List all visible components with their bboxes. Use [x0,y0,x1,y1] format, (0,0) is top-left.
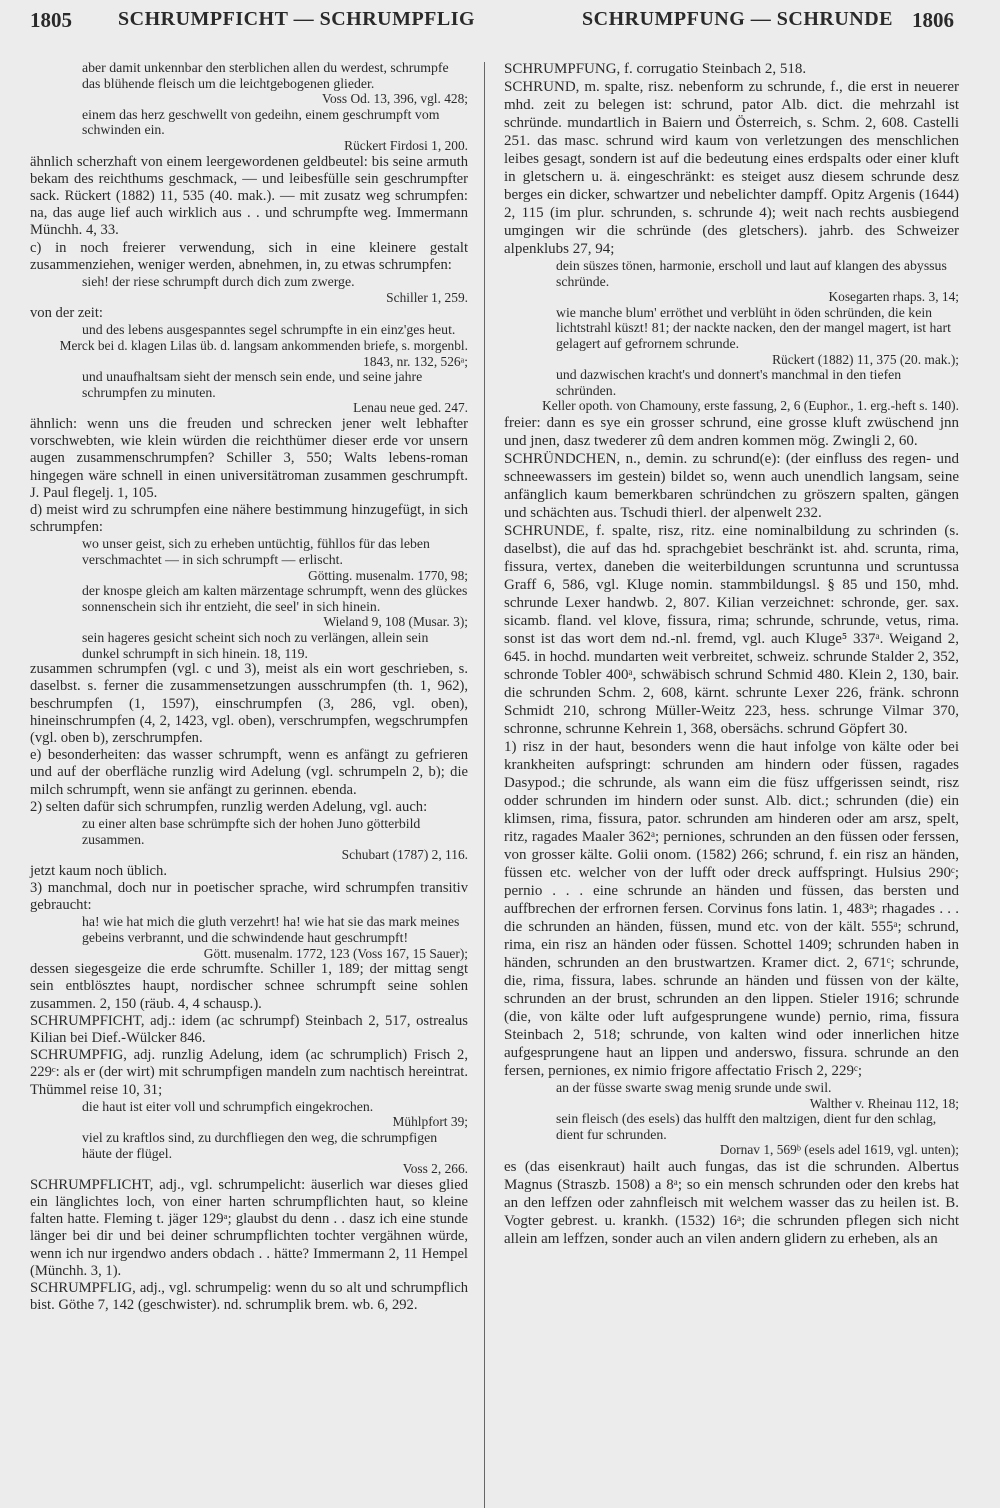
left-column [30,60,468,1508]
quotation: und des lebens ausgespanntes segel schrumpfte in ein einz'ges heut. [82,322,456,338]
entry-paragraph: dessen siegesgeize die erde schrumfte. Schiller 1, 189; der mittag sengt sein entblösztes haupt, nordischer schnee schrumpft seine sohlen zusammen. 2, 150 (räub. 4, 4 schausp.). [30,961,468,1012]
entry-paragraph: SCHRUND, m. spalte, risz. nebenform zu schrunde, f., die erst in neuerer mhd. zeit zu belegen ist: schrund, pator Alb. dict. die mehrzahl ist schründe. mundartlich in Baiern und Österreich, s. Schm. 2, 608. Castelli 251. das masc. schrund wird kaum von verletzungen des menschlichen leibes gesagt, sondern ist auf die bedeutung eines erdspalts oder einer kluft in gletschern u. ä. eingeschränkt: es steiget ausz diesem schrunde desz berges ein dicker, schwartzer und nebelichter dampff. Opitz Argenis (1644) 2, 115 (im plur. schrunden, s. schrunde 4); weit nach rechts ausbiegend umgingen wir die schründe (des gletschers). jahrb. des Schweizer alpenklubs 27, 94; [504,79,959,257]
entry-paragraph: SCHRUMPFIG, adj. runzlig Adelung, idem (ac schrumplich) Frisch 2, 229ᶜ: als er (der wirt) mit schrumpfigen mandeln zum nachtisch hereintrat. Thümmel reise 10, 31; [30,1047,468,1098]
entry-paragraph: ähnlich: wenn uns die freuden und schrecken jener welt lebhafter vorschwebten, wie klein würden die reichthümer dieser erde vor unsern augen zusammenschrumpfen? Schiller 3, 550; Walts lebens-roman hingegen wäre schnell in einen universitätroman zusammen geschrumpft. J. Paul flegelj. 1, 105. [30,415,468,501]
citation-source: Voss Od. 13, 396, vgl. 428; [322,91,468,107]
entry-paragraph: SCHRUNDE, f. spalte, risz, ritz. eine nominalbildung zu schrinden (s. daselbst), die auf das hd. sprachgebiet beschränkt ist. ahd. scrunta, rima, fissura, vertex, daneben die weiterbildungen scruntunna und scruntussa Graff 6, 586, vgl. Kluge nomin. stammbildungsl. § 85 und 150, mhd. schrunde Lexer handwb. 2, 807. Kilian verzeichnet: schronde, ger. sax. sicamb. fland. vel klove, fissura, rima; schrunde, schrunde, vetus, rima. sonst ist das wort dem nd.-nl. fremd, vgl. auch Kluge⁵ 337ᵃ. Weigand 2, 645. in hochd. mundarten weit verbreitet, schweiz. schrunde Stalder 2, 352, schronde Tobler 400ᵃ, schwäbisch schrund Schmid 480. Klein 2, 130, bair. die schrunden Schm. 2, 608, kärnt. schrunte Lexer 226, fränk. schronn Schmidt 210, schrong Müller-Weitz 223, hess. schrunge Vilmar 370, schronne, schrunne Kehrein 1, 368, obersächs. schrund Göpfert 30. [504,522,959,737]
citation-source: Walther v. Rheinau 112, 18; [809,1095,959,1111]
citation-source: Keller opoth. von Chamouny, erste fassung, 2, 6 (Euphor., 1. erg.-heft s. 140). [542,398,959,414]
entry-paragraph: e) besonderheiten: das wasser schrumpft, wenn es anfängt zu gefrieren und auf der oberfläche runzlig wird Adelung (vgl. schrumpeln 2, b); die milch schrumpft, wenn sie anfängt zu gerinnen. ebenda. [30,747,468,798]
entry-paragraph: c) in noch freierer verwendung, sich in eine kleinere gestalt zusammenziehen, weniger werden, abnehmen, in, zu etwas schrumpfen: [30,239,468,273]
entry-paragraph: von der zeit: [30,305,103,322]
quotation: sein fleisch (des esels) das hulfft den maltzigen, dient fur den schlag, dient fur schrunden. [556,1111,937,1142]
quotation: aber damit unkennbar den sterblichen allen du werdest, schrumpfe das blühende fleisch um die leichtgebogenen glieder. [82,60,449,91]
entry-paragraph: d) meist wird zu schrumpfen eine nähere bestimmung hinzugefügt, in sich schrumpfen: [30,501,468,536]
citation-source: Kosegarten rhaps. 3, 14; [828,289,959,305]
citation-source: Gött. musenalm. 1772, 123 (Voss 167, 15 Sauer); [203,945,468,961]
quotation: und dazwischen kracht's und donnert's manchmal in den tiefen schründen. [556,367,902,398]
entry-paragraph: zusammen schrumpfen (vgl. c und 3), meist als ein wort geschrieben, s. daselbst. s. ferner die zusammensetzungen ausschrumpfen (th. 1, 962), beschrumpfen (1, 1597), einschrumpfen (3, 286, vgl. oben), hineinschrumpfen (4, 2, 1423, vgl. oben), verschrumpfen, wegschrumpfen (vgl. oben b), zerschrumpfen. [30,661,468,746]
quotation: einem das herz geschwellt von gedeihn, einem geschrumpft vom schwinden ein. [82,106,440,138]
quotation: viel zu kraftlos sind, zu durchfliegen den weg, die schrumpfigen häute der flügel. [82,1129,438,1161]
quotation: ha! wie hat mich die gluth verzehrt! ha! wie hat sie das mark meines gebeins verbrannt, und die schwindende haut geschrumpft! [82,914,460,945]
column-divider [484,62,485,1508]
entry-paragraph: SCHRUMPFUNG, f. corrugatio Steinbach 2, 518. [504,61,807,77]
left-running-head: SCHRUMPFICHT — SCHRUMPFLIG [118,8,476,30]
citation-source: Merck bei d. klagen Lilas üb. d. langsam ankommenden briefe, s. morgenbl. 1843, nr. 132, 526ᵃ; [59,337,468,369]
entry-paragraph: 2) selten dafür sich schrumpfen, runzlig werden Adelung, vgl. auch: [30,798,428,815]
citation-source: Schiller 1, 259. [386,289,468,305]
right-column [504,60,959,1508]
citation-source: Rückert (1882) 11, 375 (20. mak.); [772,351,959,367]
citation-source: Mühlpfort 39; [392,1114,468,1130]
citation-source: Dornav 1, 569ᵇ (esels adel 1619, vgl. unten); [719,1142,959,1158]
citation-source: Götting. musenalm. 1770, 98; [308,567,468,583]
right-page-number: 1806 [912,8,954,32]
citation-source: Voss 2, 266. [402,1161,468,1177]
entry-paragraph: ähnlich scherzhaft von einem leergewordenen geldbeutel: bis seine armuth bekam des reichthums geschmack, — und leibesfülle sein geschrumpfter sack. Rückert (1882) 11, 535 (40. mak.). — mit zusatz weg schrumpfen: na, das auge lief auch wirklich aus . . und schrumpfte weg. Immermann Münchh. 4, 33. [30,153,468,239]
entry-paragraph: SCHRUMPFICHT, adj.: idem (ac schrumpf) Steinbach 2, 517, ostrealus Kilian bei Dief.-Wülcker 846. [30,1012,468,1046]
citation-source: Lenau neue ged. 247. [353,400,468,416]
entry-paragraph: SCHRÜNDCHEN, n., demin. zu schrund(e): (der einfluss des regen- und schneewassers im gestein) bildet so, wenn auch unendlich langsam, seine anfänglich kaum bemerkbaren schründchen zu gröszern spalten, gängen und schächten aus. Tschudi thierl. der alpenwelt 232. [504,450,959,521]
entry-paragraph: freier: dann es sye ein grosser schrund, eine grosse kluft zwüschend jnn und jnen, dasz twederer zû dem andren kommen mög. Zwingli 2, 60. [504,414,959,449]
entry-paragraph: jetzt kaum noch üblich. [30,862,167,879]
right-running-head: SCHRUMPFUNG — SCHRUNDE [582,8,893,30]
quotation: und unaufhaltsam sieht der mensch sein ende, und seine jahre schrumpfen zu minuten. [82,369,423,400]
entry-paragraph: SCHRUMPFLICHT, adj., vgl. schrumpelicht: äuserlich war dieses glied ein länglichtes loch, von einer harten schrumpflichten haut, so kleine falten hatte. Fleming t. jäger 129ᵃ; glaubst du denn . . dasz ich eine stunde länger bei dir und bei deiner schrumpflichten tochter vergähnen würde, wenn ich nur irgendwo anders obdach . . hätte? Immermann 2, 11 Hempel (Münchh. 3, 1). [30,1176,468,1279]
entry-paragraph: es (das eisenkraut) hailt auch fungas, das ist die schrunden. Albertus Magnus (Straszb. 1508) a 8ᵃ; so ein mensch schrunden oder den krebs hat an den leffzen oder zahnfleisch mit welchem wasser das zu heilen ist. B. Vogter gebrest. u. krankh. (1532) 16ᵃ; die schrunden pflegen sich nicht allein am leffzen, sonder auch an vilen andern glidern zu erheben, als an [504,1158,959,1247]
quotation: sieh! der riese schrumpft durch dich zum zwerge. [82,273,355,289]
citation-source: Schubart (1787) 2, 116. [341,847,468,863]
citation-source: Wieland 9, 108 (Musar. 3); [323,614,468,630]
quotation: die haut ist eiter voll und schrumpfich eingekrochen. [82,1098,374,1114]
quotation: wie manche blum' erröthet und verblüht in öden schründen, die kein lichtstrahl küszt! 81; der nackte nacken, den der mangel magert, ist hart gelagert auf gefrornem schrunde. [556,304,951,351]
quotation: wo unser geist, sich zu erheben untüchtig, fühllos für das leben verschmachtet — in sich schrumpft — erlischt. [82,536,430,567]
entry-paragraph: 1) risz in der haut, besonders wenn die haut infolge von kälte oder bei krankheiten aufspringt: schrunden am hindern oder füssen, ragades Dasypod.; die schrunde, als wann eim die füsz uffgerissen seindt, risz odder schrunden im hindern oder sunst. Alb. dict.; schrunden (die) ein klimsen, rima, fissura, pator. schrunden am hinderen oder am arsz, spelt, ritz, ragades Maaler 362ᵃ; perniones, schrunden an den füssen oder ferssen, von grosser kälte. Golii onom. (1582) 266; schrund, f. ein risz an händen, füssen etc. welcher von der lufft oder dreck auffspringt. Hulsius 290ᶜ; pernio . . . eine schrunde an händen und füssen, das bersten und auffbrechen der erfrornen fersen. Corvinus fons latin. 1, 483ᵃ; rhagades . . . die schrunden an händen, füssen, mund etc. von der kält. 555ᵃ; schrund, rima, ein risz an händen oder füssen. Schottel 1409; schrunden haben in händen, schrunden an den brustwartzen. Kramer dict. 2, 671ᶜ; schrunde, die, rima, fissura, labes. schrunde an händen und füssen von der kälte, schrunden an der brust, schrunden an den lippen. Stieler 1916; schrunde (die, von kälte oder luft aufgesprungene wunde) pernio, rima, fissura Steinbach 2, 518; schrunde, von kalten wind oder innerlichen hitze aufgesprungene haut an lippen und anderswo, fissura. schrunde an den fersen, perniones, ex nimio frigore affectatio Frisch 2, 229ᶜ; [504,738,959,1079]
entry-paragraph: 3) manchmal, doch nur in poetischer sprache, wird schrumpfen transitiv gebraucht: [30,879,468,914]
quotation: sein hageres gesicht scheint sich noch zu verlängen, allein sein dunkel schrumpft in sich hinein. 18, 119. [82,629,429,661]
quotation: der knospe gleich am kalten märzentage schrumpft, wenn des glückes sonnenschein sich ihr entzieht, die seel' in sich hinein. [82,583,468,614]
citation-source: Rückert Firdosi 1, 200. [344,137,468,153]
page-header [0,0,1000,60]
entry-paragraph: SCHRUMPFLIG, adj., vgl. schrumpelig: wenn du so alt und schrumpflich bist. Göthe 7, 142 (geschwister). nd. schrumplik brem. wb. 6, 292. [30,1279,468,1314]
quotation: an der füsse swarte swag menig srunde unde swil. [556,1079,832,1095]
left-page-number: 1805 [30,8,72,32]
quotation: dein süszes tönen, harmonie, erscholl und laut auf klangen des abyssus schründe. [556,258,947,289]
quotation: zu einer alten base schrümpfte sich der hohen Juno götterbild zusammen. [82,815,421,847]
